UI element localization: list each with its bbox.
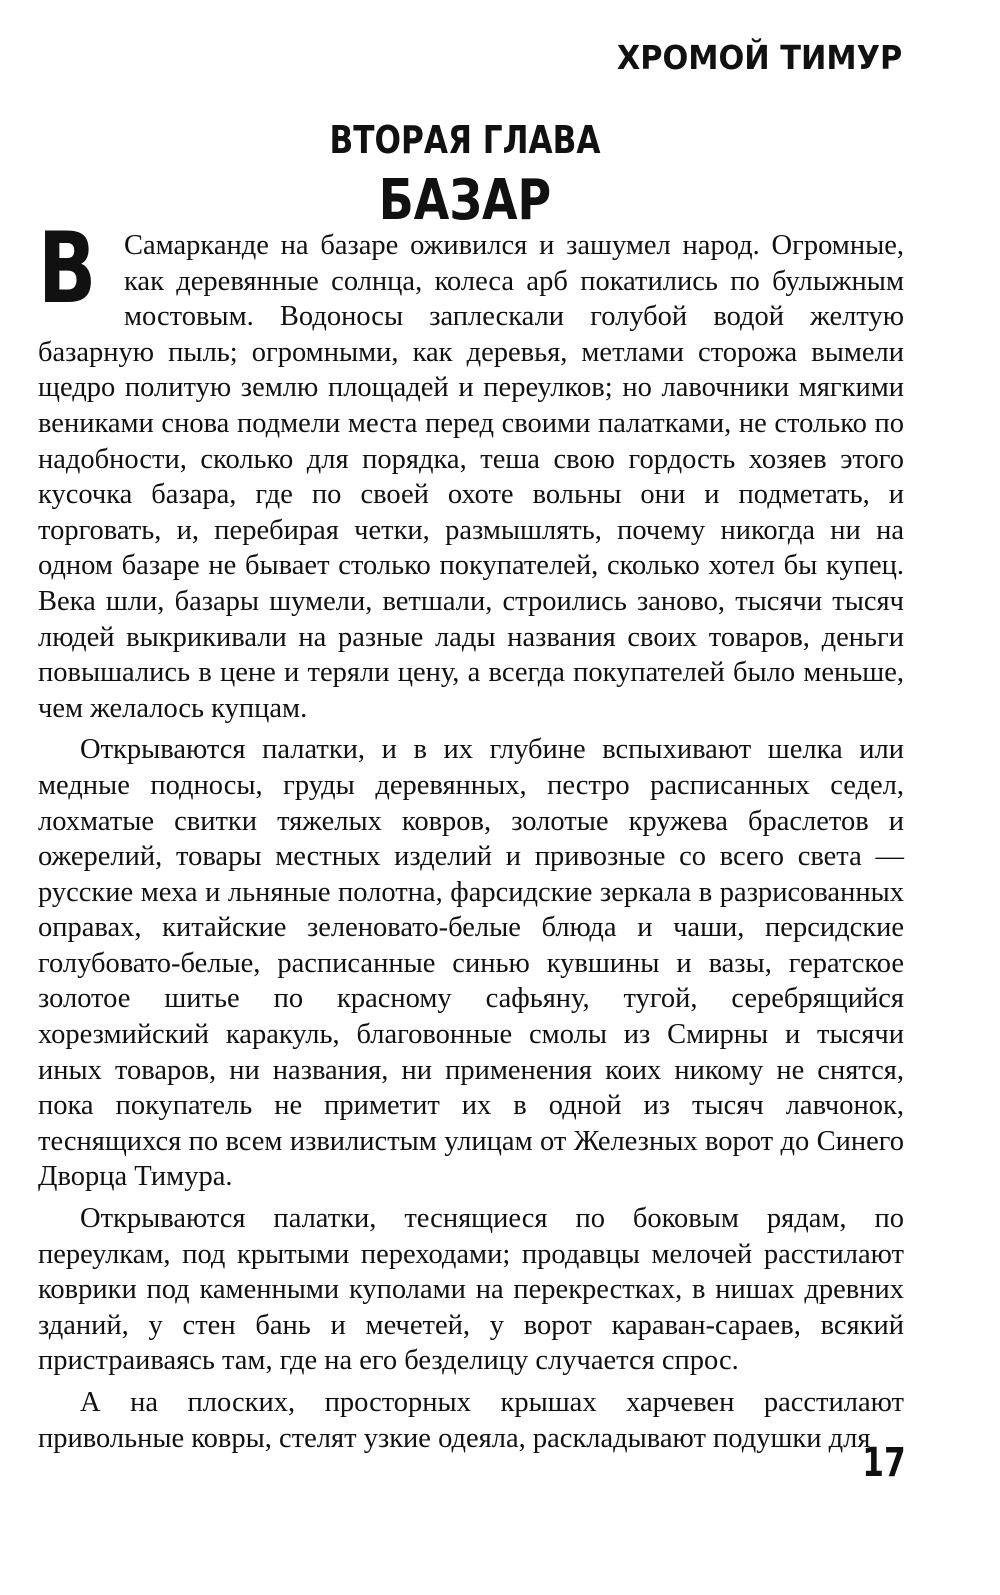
- paragraph-2: Открываются палатки, и в их глубине вспыхивают шелка или медные подносы, груды деревянных, пестро расписанных седел, лохматые свитки тяжелых ковров, золотые кружева браслетов и ожерелий, товары местных изделий и привозные со всего света — русские меха и льняные полотна, фарсидские зеркала в разрисованных оправах, китайские зеленовато-белые блюда и чаши, персидские голубовато-белые, расписанные синью кувшины и вазы, гератское золотое шитье по красному сафьяну, тугой, серебрящийся хорезмийский каракуль, благовонные смолы из Смирны и тысячи иных товаров, ни названия, ни применения коих никому не снятся, пока покупатель не приметит их в одной из тысяч лавчонок, теснящихся по всем извилистым улицам от Железных ворот до Синего Дворца Тимура.: [38, 734, 904, 1193]
- chapter-title: БАЗАР: [378, 168, 552, 233]
- paragraph-3: Открываются палатки, теснящиеся по боковым рядам, по переулкам, под крытыми переходами; продавцы мелочей расстилают коврики под каменными куполами на перекрестках, в нишах древних зданий, у стен бань и мечетей, у ворот караван-сараев, всякий пристраиваясь там, где на его безделицу случается спрос.: [38, 1203, 904, 1377]
- paragraph-1: [38, 212, 904, 726]
- paragraph-1-text: Самарканде на базаре оживился и зашумел народ. Огромные, как деревянные солнца, колеса арб покатились по булыжным мостовым. Водоносы заплескали голубой водой желтую базарную пыль; огромными, как деревья, метлами сторожа вымели щедро политую землю площадей и переулков; но лавочники мягкими вениками снова подмели места перед своими палатками, не столько по надобности, сколько для порядка, теша свою гордость хозяев этого кусочка базара, где по своей охоте вольны они и подметать, и торговать, и, перебирая четки, размышлять, почему никогда ни на одном базаре не бывает столько покупателей, сколько хотел бы купец. Века шли, базары шумели, ветшали, строились заново, тысячи тысяч людей выкрикивали на разные лады названия своих товаров, деньги повышались в цене и теряли цену, а всегда покупателей было меньше, чем желалось купцам.: [38, 230, 904, 724]
- paragraph-4: А на плоских, просторных крышах харчевен расстилают привольные ковры, стелят узкие одеяла, раскладывают подушки для: [38, 1387, 904, 1454]
- page-number: 17: [862, 1440, 906, 1486]
- drop-cap: В: [38, 212, 97, 326]
- body-text: [38, 212, 904, 1462]
- running-head: ХРОМОЙ ТИМУР: [616, 38, 902, 77]
- chapter-label: ВТОРАЯ ГЛАВА: [329, 118, 601, 162]
